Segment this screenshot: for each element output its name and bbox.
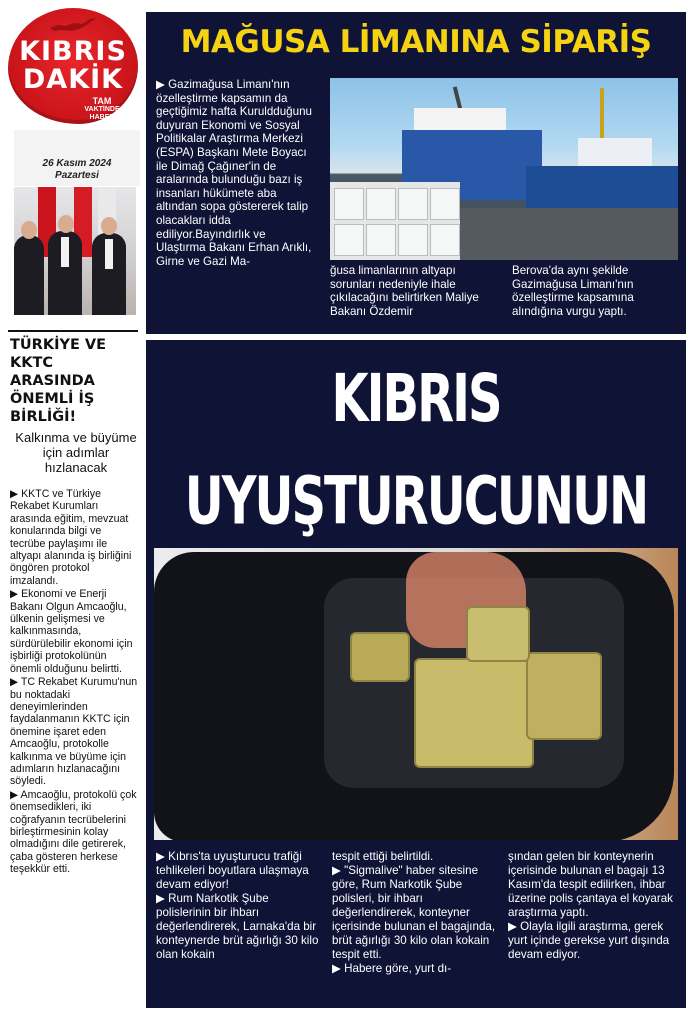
main-paragraph: ▶ Kıbrıs'ta uyuşturucu trafiği tehlikeleri boyutlara ulaşmaya devam ediyor! [156, 850, 309, 891]
section-divider [8, 330, 138, 332]
top-story [146, 12, 686, 334]
main-paragraph: tespit ettiği belirtildi. [332, 850, 434, 863]
tank-shape [398, 188, 428, 220]
logo-title-line1: KIBRIS [19, 36, 127, 67]
officials-photo [14, 187, 136, 315]
main-paragraph: şından gelen bir konteynerin içerisinde bulunan el bagajı 13 Kasım'da tespit edilirken, ihbar üzerine polis çantaya el koyarak araştırma yaptı. [508, 850, 673, 919]
person-head [58, 215, 74, 233]
main-headline-line1: KIBRIS UYUŞTURUCUNUN [184, 360, 648, 540]
main-paragraph: ▶ "Sigmalive" haber sitesine göre, Rum Narkotik Şube polisleri, bir ihbarı değerlendirerek, konteyner içerisinde bulunan el bagajında, brüt ağırlığı 30 kilo olan kokain tespit etti. [332, 864, 496, 961]
port-photo [330, 78, 678, 260]
tank-shape [366, 224, 396, 256]
ship-hull [526, 166, 678, 208]
logo-tagline: TAM VAKTİNDE HABER [84, 96, 120, 121]
quay-area [460, 208, 678, 260]
date-text: 26 Kasım 2024 [42, 158, 112, 169]
tank-shape [366, 188, 396, 220]
cyprus-map-icon [48, 16, 98, 36]
masthead [6, 6, 140, 186]
main-paragraph: ▶ Habere göre, yurt dı- [332, 962, 452, 975]
side-paragraph: ▶ KKTC ve Türkiye Rekabet Kurumları arasında eğitim, mevzuat konularında bilgi ve tecrübe paylaşımı ile altyapı alanında iş birliğini öngören protokol imzalandı. [10, 488, 132, 587]
package-shape [526, 652, 602, 740]
package-shape [414, 658, 534, 768]
main-story [146, 340, 686, 1008]
seized-bag-photo [154, 548, 678, 840]
person-figure [14, 235, 44, 315]
side-story-subhead: Kalkınma ve büyüme için adımlar hızlanacak [15, 430, 137, 475]
package-shape [350, 632, 410, 682]
logo-title-line2: DAKİK [22, 64, 124, 95]
newspaper-logo[interactable] [8, 8, 138, 124]
person-head [21, 221, 37, 239]
tank-shape [334, 188, 364, 220]
weekday-text: Pazartesi [55, 170, 99, 181]
top-story-headline[interactable]: MAĞUSA LİMANINA SİPARİŞ [180, 24, 652, 60]
side-story-headline[interactable]: TÜRKİYE VE KKTC ARASINDA ÖNEMLİ İŞ BİRLİĞİ! [10, 337, 107, 425]
tank-shape [430, 224, 460, 256]
main-paragraph: ▶ Olayla ilgili araştırma, gerek yurt içinde gerekse yurt dışında devam ediyor. [508, 920, 670, 961]
top-story-column-1: ▶ Gazimağusa Limanı'nın özelleştirme kapsamın da geçtiğimiz hafta Kuruldduğunu duyuran Ekonomi ve Sosyal Politikalar Araştırma Merkezi (ESPA) Başkanı Mete Boyacı ile Dimağ Çağıner'in de aralarında bulunduğu bazı iş insanları hükümete aba altından sopa göstererek talip olacakları idda ediliyor.Bayındırlık ve Ulaştırma Bakanı Erhan Arıklı, Girne ve Gazi Ma- [156, 78, 312, 268]
main-story-column-3 [508, 850, 680, 962]
side-paragraph: ▶ TC Rekabet Kurumu'nun bu noktadaki deneyimlerinden faydalanmanın KKTC için önemine işaret eden Amcaoğlu, protokolle kalkınma ve büyüme için adımların hızlanacağını söyledi. [10, 676, 138, 788]
issue-date [14, 130, 140, 186]
person-head [101, 217, 117, 235]
person-shirt [61, 237, 69, 267]
main-paragraph: ▶ Rum Narkotik Şube polislerinin bir ihbarı değerlendirerek, Larnaka'da bir konteynerde brüt ağırlığı 30 kilo olan kokain [156, 892, 319, 961]
side-paragraph: ▶ Amcaoğlu, protokolü çok önemsedikleri, iki coğrafyanın tecrübelerini birleştirmesinin kolay olmadığını dile getirerek, çaba gösteren herkese teşekkür etti. [10, 788, 137, 876]
main-story-column-1 [156, 850, 322, 962]
side-story-body [10, 488, 138, 877]
tank-shape [334, 224, 364, 256]
tank-shape [430, 188, 460, 220]
tank-shape [398, 224, 428, 256]
container-tanks [330, 182, 460, 260]
top-story-column-3: Berova'da aynı şekilde Gazimağusa Limanı'nın özelleştirme kapsamına alındığına vurgu yaptı. [512, 264, 634, 318]
person-shirt [105, 239, 113, 269]
ship-superstructure [578, 138, 652, 168]
side-paragraph: ▶ Ekonomi ve Enerji Bakanı Olgun Amcaoğlu, ülkenin gelişmesi ve kalkınmasında, sürdürülebilir ekonomi için işbirliği protokolünün önemli olduğunu belirtti. [10, 588, 133, 675]
main-story-column-2 [332, 850, 500, 976]
crane-shape [600, 88, 604, 142]
top-story-column-2: ğusa limanlarının altyapı sorunları nedeniyle ihale çıkılacağını belirtirken Maliye Bakanı Özdemir [330, 264, 479, 318]
package-shape [466, 606, 530, 662]
